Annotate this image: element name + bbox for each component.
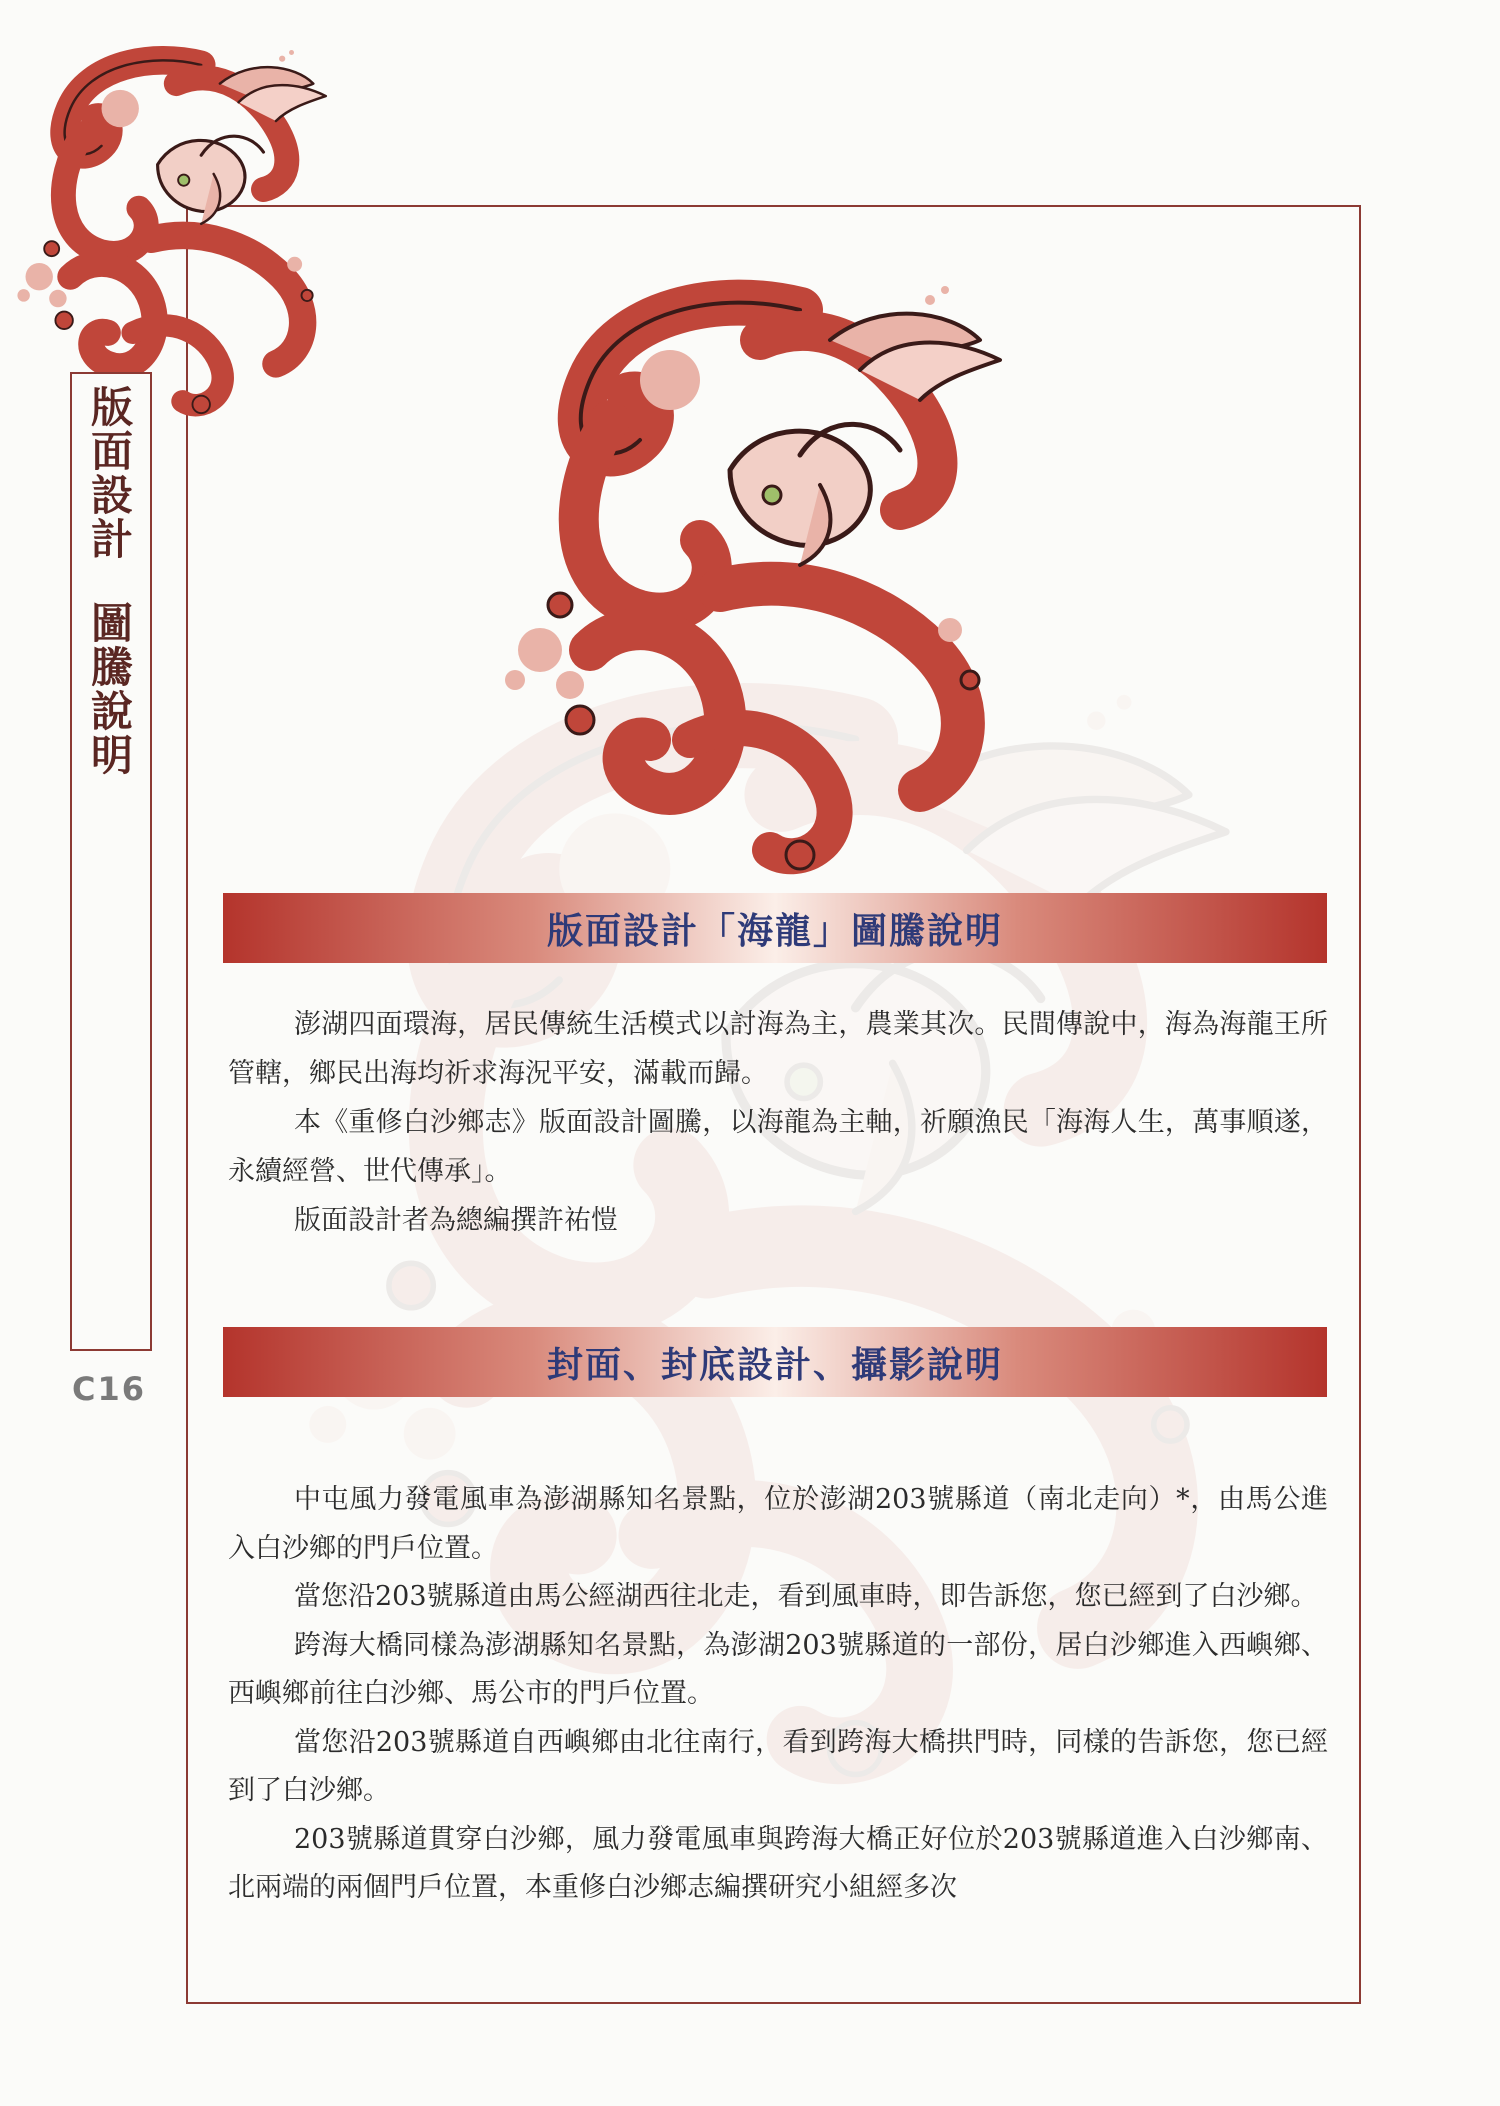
section-body-dragon-totem [228, 1000, 1328, 1245]
side-tab-title [84, 385, 134, 777]
paragraph: 澎湖四面環海，居民傳統生活模式以討海為主，農業其次。民間傳說中，海為海龍王所管轄，鄉民出海均祈求海況平安，滿載而歸。 [228, 1009, 1328, 1089]
section-banner-dragon-totem [223, 893, 1327, 963]
paragraph: 203號縣道貫穿白沙鄉，風力發電風車與跨海大橋正好位於203號縣道進入白沙鄉南、北兩端的兩個門戶位置，本重修白沙鄉志編撰研究小組經多次 [228, 1823, 1328, 1903]
paragraph: 當您沿203號縣道由馬公經湖西往北走，看到風車時，即告訴您，您已經到了白沙鄉。 [294, 1581, 1318, 1612]
section-body-cover-design [228, 1476, 1328, 1913]
paragraph: 跨海大橋同樣為澎湖縣知名景點，為澎湖203號縣道的一部份，居白沙鄉進入西嶼鄉、西嶼鄉前往白沙鄉、馬公市的門戶位置。 [228, 1629, 1328, 1709]
paragraph: 中屯風力發電風車為澎湖縣知名景點，位於澎湖203號縣道（南北走向）*，由馬公進入白沙鄉的門戶位置。 [228, 1484, 1328, 1564]
page-number: C16 [72, 1370, 147, 1408]
sea-dragon-emblem [500, 270, 1040, 880]
paragraph: 本《重修白沙鄉志》版面設計圖騰，以海龍為主軸，祈願漁民「海海人生，萬事順遂，永續經營、世代傳承」。 [228, 1107, 1328, 1187]
section-banner-cover-design [223, 1327, 1327, 1397]
paragraph: 當您沿203號縣道自西嶼鄉由北往南行，看到跨海大橋拱門時，同樣的告訴您，您已經到了白沙鄉。 [228, 1726, 1328, 1806]
side-tab-title-part1: 版面設計 [85, 385, 134, 561]
section-heading: 封面、封底設計、攝影說明 [546, 1343, 1003, 1386]
section-heading: 版面設計「海龍」圖騰說明 [546, 909, 1003, 952]
sea-dragon-corner-icon [10, 40, 355, 420]
side-tab-title-part2: 圖騰說明 [85, 601, 134, 777]
paragraph: 版面設計者為總編撰許祐愷 [294, 1205, 618, 1236]
